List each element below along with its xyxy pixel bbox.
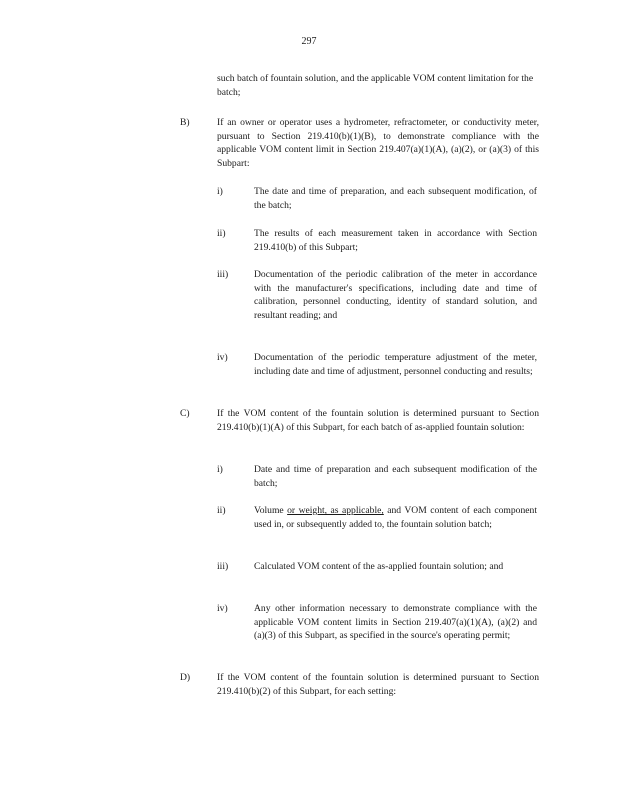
item-label: i) — [217, 186, 223, 197]
item-text: Documentation of the periodic temperature adjustment of the meter, including date and time of adjustment, personnel conducting and results; — [254, 352, 537, 377]
item-text — [254, 504, 537, 531]
item-text: Calculated VOM content of the as-applied fountain solution; and — [254, 561, 504, 572]
item-text: The date and time of preparation, and each subsequent modification, of the batch; — [254, 186, 537, 211]
page-number: 297 — [301, 36, 317, 47]
section-c-text: If the VOM content of the fountain solution is determined pursuant to Section 219.410(b)(1)(A) of this Subpart, for each batch of as-applied fountain solution: — [217, 408, 539, 433]
text-after: and VOM content of each component used in, or subsequently added to, the fountain solution batch; — [254, 505, 537, 530]
item-label: ii) — [217, 228, 226, 239]
section-d-label: D) — [180, 672, 191, 683]
underlined-insertion: or weight, as applicable, — [287, 505, 384, 516]
item-text: The results of each measurement taken in accordance with Section 219.410(b) of this Subpart; — [254, 228, 537, 253]
item-label: iii) — [217, 561, 229, 572]
item-text: Date and time of preparation and each subsequent modification of the batch; — [254, 464, 537, 489]
item-label: iii) — [217, 269, 229, 280]
item-text: Any other information necessary to demonstrate compliance with the applicable VOM content limits in Section 219.407(a)(1)(A), (a)(2) and (a)(3) of this Subpart, as specified in the source's operating permit; — [254, 603, 537, 641]
section-c-label: C) — [180, 408, 190, 419]
item-label: iv) — [217, 352, 228, 363]
section-b-text: If an owner or operator uses a hydrometer, refractometer, or conductivity meter, pursuant to Section 219.410(b)(1)(B), to demonstrate compliance with the applicable VOM content limit in Section 219.407(a)(1)(A), (a)(2), or (a)(3) of this Subpart: — [217, 117, 539, 169]
item-text: Documentation of the periodic calibration of the meter in accordance with the manufacturer's specifications, including date and time of calibration, personnel conducting, identity of standard solution, and resultant reading; and — [254, 269, 537, 321]
item-label: iv) — [217, 603, 228, 614]
text-before: Volume — [254, 505, 288, 516]
item-label: i) — [217, 464, 223, 475]
section-b-label: B) — [180, 117, 190, 128]
item-label: ii) — [217, 505, 226, 516]
section-d-text: If the VOM content of the fountain solution is determined pursuant to Section 219.410(b)(2) of this Subpart, for each setting: — [217, 672, 539, 697]
continuation-text: such batch of fountain solution, and the applicable VOM content limitation for the batch; — [217, 73, 534, 98]
